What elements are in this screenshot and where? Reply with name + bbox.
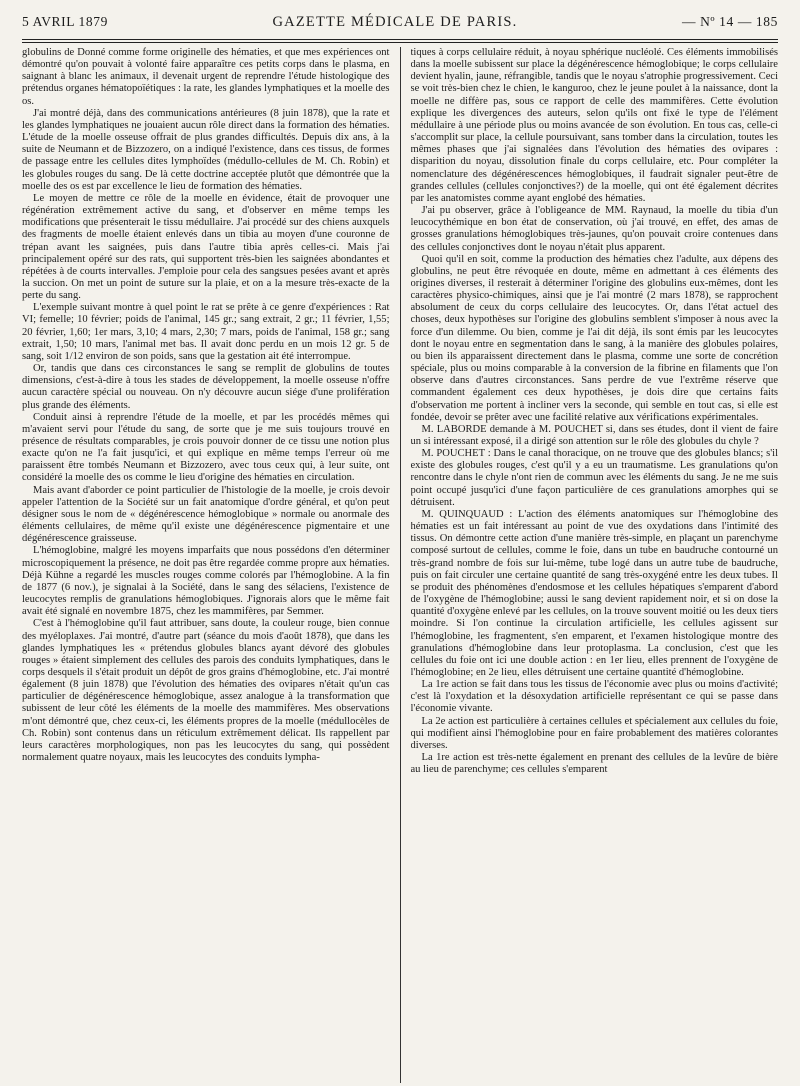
column-divider [400,47,401,1083]
header-rule-thin [22,42,778,43]
right-column [411,47,779,1083]
paragraph: L'exemple suivant montre à quel point le rat se prête à ce genre d'expériences : Rat VI; femelle; 10 février; poids de l'animal, 145 gr.; sang extrait, 2 gr.; 11 février, 1,55; 20 février, 1,60; 1er mars, 3,10; 4 mars, 2,30; 7 mars, poids de l'animal, 158 gr.; sang extrait, 1,50; 10 mars, l'animal met bas. Il avait donc perdu en un mois 12 gr. 5 de sang, soit 1/12 environ de son poids, sans que la gestation ait été interrompue. [22,302,390,362]
paragraph-laborde: M. LABORDE demande à M. POUCHET si, dans ses études, dont il vient de faire un si intéressant exposé, il a dirigé son attention sur le rôle des globules du chyle ? [410,423,778,447]
text-columns [22,47,778,1083]
header-title: GAZETTE MÉDICALE DE PARIS. [272,14,518,30]
paragraph: La 1re action se fait dans tous les tissus de l'économie avec plus ou moins d'activité; c'est là l'oxydation et la désoxydation artificielle représentant ce qui se passe dans l'économie vivante. [410,679,778,715]
page-header [22,14,778,36]
paragraph: Mais avant d'aborder ce point particulier de l'histologie de la moelle, je crois devoir appeler l'attention de la Société sur un fait anatomique d'ordre général, et qu'on peut désigner sous le nom de « dégénérescence hémoglobique » normale ou anormale des éléments cellulaires, de même qu'il existe une dégénérescence pigmentaire et une dégénérescence graisseuse. [22,484,390,545]
paragraph: J'ai pu observer, grâce à l'obligeance de MM. Raynaud, la moelle du tibia d'un leucocythémique en bon état de conservation, où j'ai trouvé, en effet, des amas de grosses granulations hémoglobiques très-jaunes, qu'on pouvait croire contenues dans des cellules conjonctives dont le noyau n'était plus apparent. [410,205,778,253]
paragraph-quinquaud: M. QUINQUAUD : L'action des éléments anatomiques sur l'hémoglobine des hématies est un fait intéressant au point de vue des oxydations dans l'intimité des tissus. On démontre cette action d'une manière très-simple, en plaçant un parenchyme composé surtout de cellules, comme le foie, dans un tube en baudruche contourné un très-grand nombre de fois sur lui-même, tube logé dans un autre tube de baudruche, puis on fait circuler une certaine quantité de sang très-oxygéné entre les deux tubes. Il se produit des phénomènes d'endosmose et les cellules hépatiques s'emparent d'abord de l'oxygène de l'hémoglobine; aussi le sang devient rapidement noir, et si on dose la quantité d'oxygène enlevé par les cellules, on la trouve souvent moitié ou les deux tiers moindre. Si l'on continue la circulation artificielle, les cellules agissent sur l'hémoglobine, les fragmentent, s'en emparent, et l'examen histologique montre des granulations d'hémoglobine dans leur protoplasma. La conclusion, c'est que les cellules du foie ont ici une double action : en 1er lieu, elles prennent de l'oxygène de l'hémoglobine; en 2e lieu, elles détruisent une certaine quantité d'hémoglobine. [410,508,778,678]
paragraph: tiques à corps cellulaire réduit, à noyau sphérique nucléolé. Ces éléments immobilisés dans la moelle subissent sur place la dégénérescence hémoglobique; le corps cellulaire devient hyalin, jaune, réfrangible, tandis que le noyau s'atrophie progressivement. Ceci se voit très-bien chez le chien, le kanguroo, chez le jeune poulet à la naissance, dont la moelle ne diffère pas, sous ce rapport de celle des mammifères. Cette évolution explique les divergences des auteurs, selon qu'ils ont fixé le type de l'élément médullaire à une période plus ou moins avancée de son évolution. En tous cas, celle-ci s'accomplit sur place, la cellule poursuivant, sans tomber dans la circulation, toutes les mêmes phases que j'ai signalées dans l'évolution des hématies des ovipares : disparition du noyau, dissolution finale du corps cellulaire, etc. Pour compléter la nomenclature des dégénérescences hémoglobiques, il faudrait signaler peut-être de grandes cellules (cellules conjonctives?) de la moelle, qui ont été également décrites par les anatomistes comme ayant englobé des hématies. [410,47,778,204]
header-rule [22,39,778,40]
header-issue-page: — Nº 14 — 185 [682,14,778,29]
paragraph: Or, tandis que dans ces circonstances le sang se remplit de globulins de toutes dimensions, c'est-à-dire à tous les stades de développement, la moelle osseuse n'offre aucun caractère spécial ou nouveau. On n'y découvre aucun siége d'une prolifération plus grande des éléments. [22,363,390,411]
paragraph: C'est à l'hémoglobine qu'il faut attribuer, sans doute, la couleur rouge, bien connue des myéloplaxes. J'ai montré, d'autre part (séance du mois d'août 1878), que dans les glandes lymphatiques les « prétendus globules blancs ayant dévoré des globules rouges » étaient simplement des cellules des parois des conduits lymphatiques, dans le corps desquels il s'était produit un dépôt de gros grains d'hémoglobine, etc. J'ai montré également (8 juin 1878) que l'évolution des hématies des ovipares n'était qu'un cas particulier de dégénérescence hémoglobique, assez analogue à la transformation que subissent de leur côté les éléments de la moelle des mammifères. Mes observations m'ont démontré que, chez ceux-ci, les éléments propres de la moelle (médullocèles de Ch. Robin) sont contenus dans un réticulum extrêmement délicat. Ils rappellent par leurs caractères morphologiques, non pas les leucocytes du sang, qui possèdent normalement quatre noyaux, mais les leucocytes des conduits lympha- [22,618,390,764]
header-date: 5 AVRIL 1879 [22,14,108,29]
left-column [22,47,390,1083]
paragraph: La 1re action est très-nette également en prenant des cellules de la levûre de bière au lieu de parenchyme; ces cellules s'emparent [410,752,778,776]
paragraph: Le moyen de mettre ce rôle de la moelle en évidence, était de provoquer une régénération extrêmement active du sang, et d'observer en même temps les modifications que présenterait le tissu médullaire. J'ai procédé sur des chiens auxquels des fragments de moelle étaient enlevés dans un tibia au moyen d'une couronne de trépan avant les saignées, puis dans l'autre tibia après celles-ci. Mais j'ai principalement opéré sur des rats, qui supportent très-bien les saignées abondantes et répétées à de courts intervalles. J'emploie pour cela des sangsues pesées avant et après la succion. On met un point de suture sur la plaie, et on a la mesure très-exacte de la perte du sang. [22,192,390,302]
paragraph: La 2e action est particulière à certaines cellules et spécialement aux cellules du foie, qui modifient ainsi l'hémoglobine pour en faire probablement des matières colorantes diverses. [410,715,778,751]
paragraph: L'hémoglobine, malgré les moyens imparfaits que nous possédons d'en déterminer microscopiquement la présence, ne doit pas être regardée comme propre aux hématies. Déjà Kühne a regardé les muscles rouges comme colorés par l'hémoglobine. A la fin de 1877 (6 nov.), je signalai à la Société, dans le sang des sélaciens, l'existence de leucocytes remplis de granulations hémoglobiques. J'ignorais alors que le même fait avait été signalé en novembre 1875, chez les mammifères, par Semmer. [22,545,390,618]
paragraph: J'ai montré déjà, dans des communications antérieures (8 juin 1878), que la rate et les glandes lymphatiques ne jouaient aucun rôle direct dans la formation des hématies. L'étude de la moelle osseuse offrait de plus grandes difficultés. Depuis dix ans, à la suite de Neumann et de Bizzozero, on a indiqué l'existence, dans ces tissus, de formes de passage entre les cellules dites lymphoïdes (médullo-cellules de M. Ch. Robin) et les globules rouges du sang. De là cette doctrine acceptée plutôt que démontrée que la moelle des os est par excellence le lieu de formation des hématies. [22,107,390,192]
paragraph-pouchet: M. POUCHET : Dans le canal thoracique, on ne trouve que des globules blancs; s'il existe des globules rouges, c'est qu'il y a eu un traumatisme. Les granulations qu'on rencontre dans le chyle n'ont rien de commun avec les éléments du sang. Je ne me suis point occupé jusqu'ici d'une façon particulière de ces granulations amorphes qui se détruisent. [410,448,778,508]
paragraph: Quoi qu'il en soit, comme la production des hématies chez l'adulte, aux dépens des globulins, ne peut être révoquée en doute, même en admettant à ces éléments des origines diverses, il resterait à déterminer l'origine des globulins eux-mêmes, dont les caractères physico-chimiques, ainsi que je l'ai montré (2 mars 1878), se rapprochent absolument de ceux du corps cellulaire des leucocytes. Or, dans l'état actuel des choses, deux hypothèses sur l'origine des globulins semblent s'imposer à nous avec la force d'un dilemme. Ou bien, comme je l'ai dit déjà, ils sont émis par les leucocytes dont le noyau entre en segmentation dans le sang, à la manière des globules polaires, ou bien ils apparaissent directement dans le plasma, comme une sorte de concrétion spéciale, plus ou moins comparable à la conversion de la fibrine en filaments que l'on observe dans d'autres circonstances. Sans perdre de vue l'extrême réserve que commandent également ces deux hypothèses, je dois dire que certains faits d'observation me portent à incliner vers la seconde, qui semble en tout cas, si elle est fondée, devoir se prêter avec une facilité relative aux vérifications expérimentales. [410,253,778,423]
paragraph: Conduit ainsi à reprendre l'étude de la moelle, et par les procédés mêmes qui m'avaient servi pour l'étude du sang, de sorte que je me suis toujours trouvé en présence de résultats comparables, je crois pouvoir donner de ce tissu une notion plus exacte qu'on ne l'a fait jusqu'ici, et qui explique en même temps l'erreur où me paraissent être tombés Neumann et Bizzozero, avec tous ceux qui, à leur suite, ont considéré la moelle des os comme le lieu d'origine des hématies en circulation. [22,411,390,484]
paragraph: globulins de Donné comme forme originelle des hématies, et que mes expériences ont démontré qu'on pouvait à volonté faire apparaître ces petits corps dans le plasma, en saignant à blanc les animaux, il devenait urgent de reprendre l'étude histologique des prétendus organes hématopoïétiques : la rate, les glandes lymphatiques et la moelle des os. [22,47,390,107]
